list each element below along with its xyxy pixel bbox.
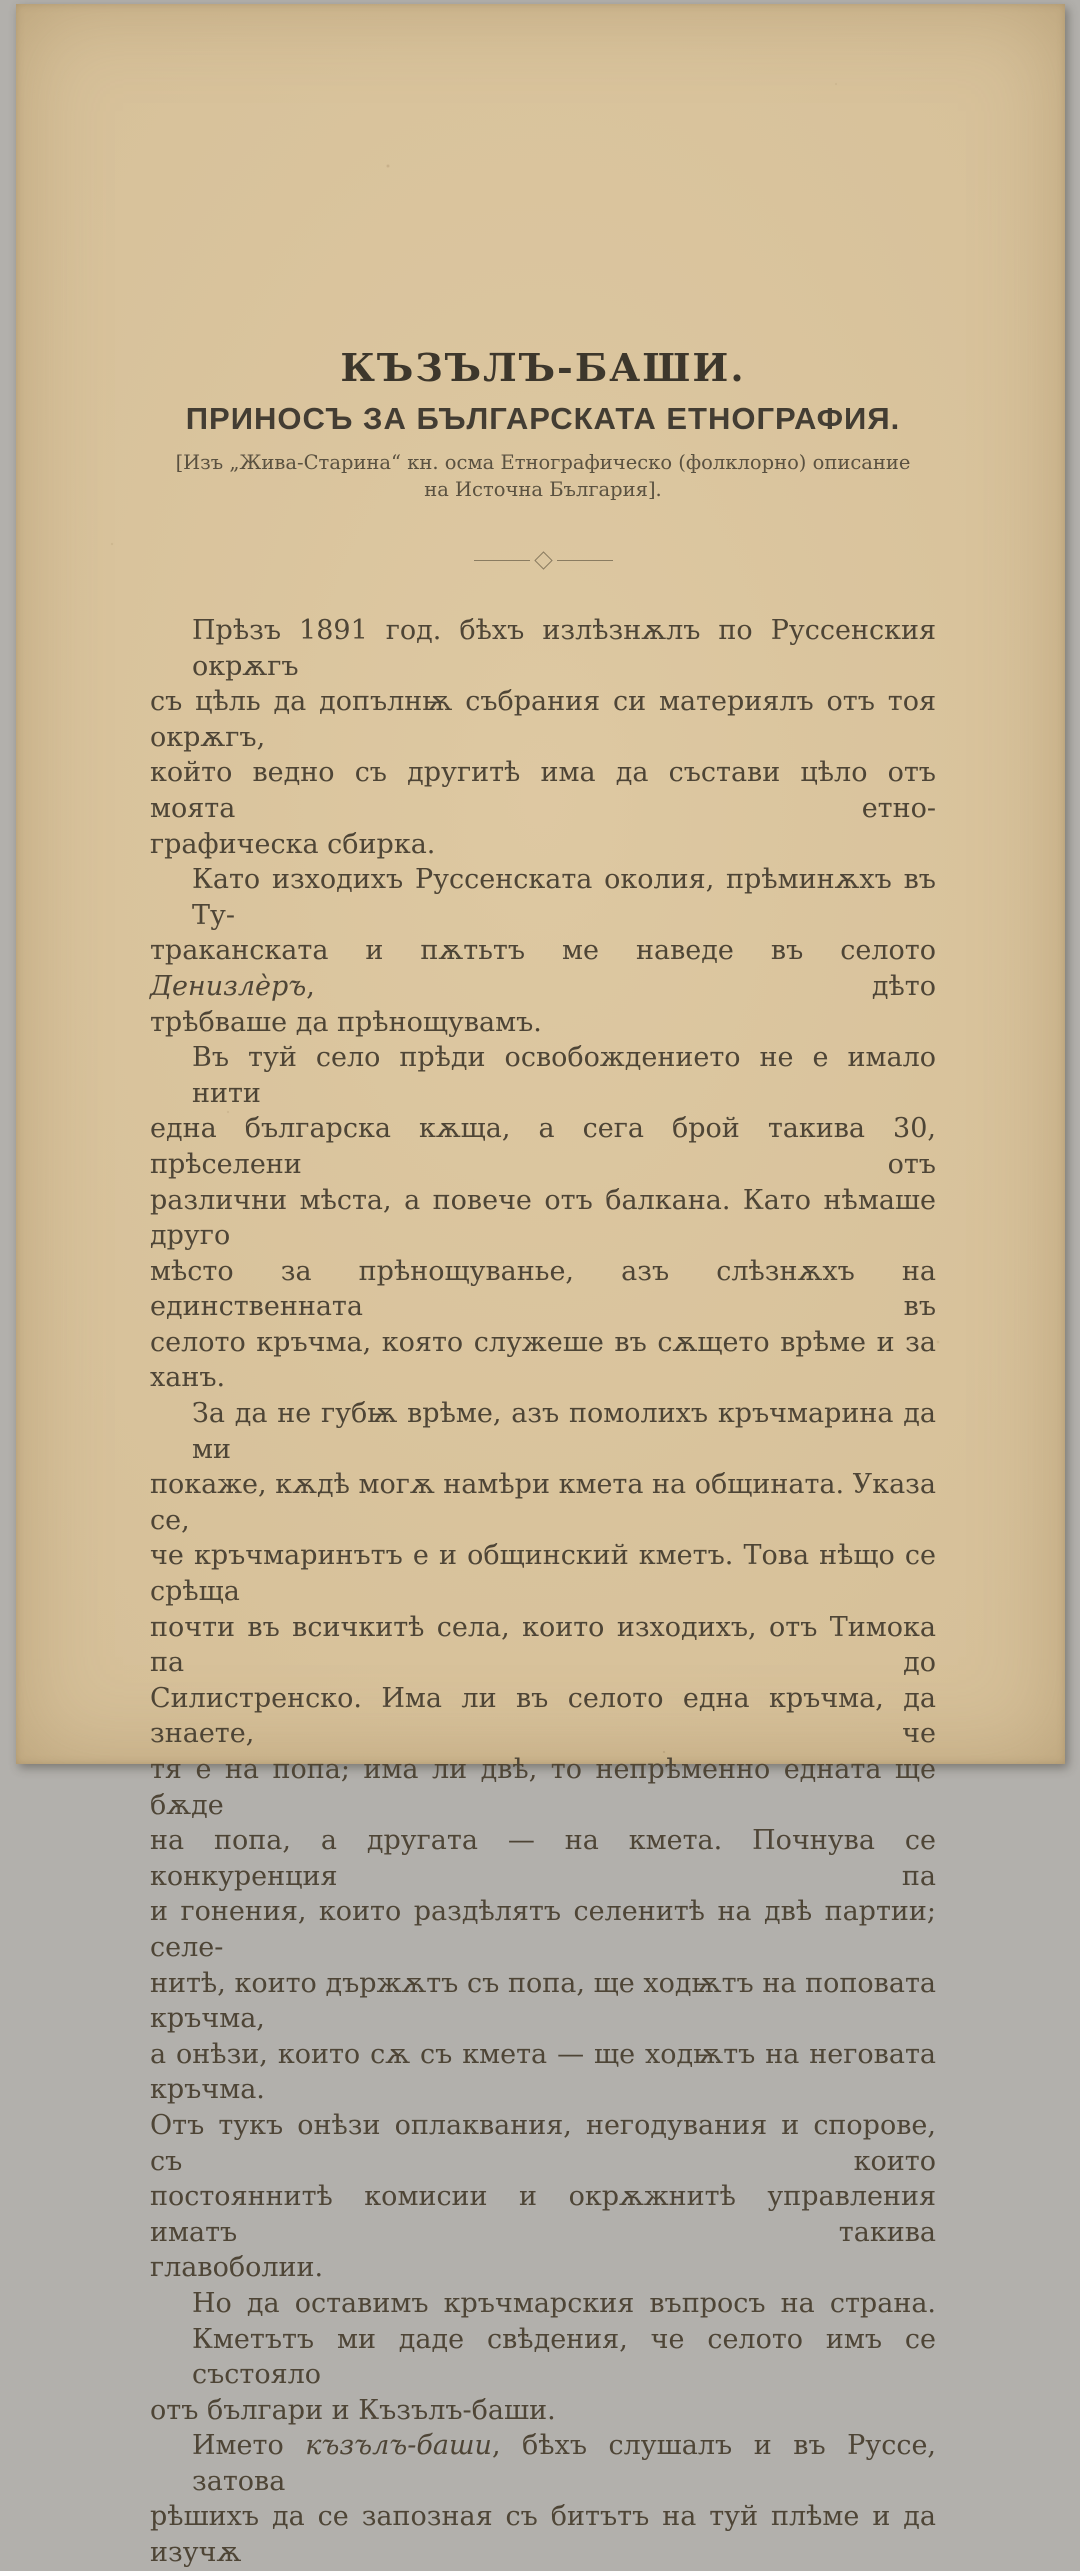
body-line [150, 1823, 936, 1894]
body-line-text: тя е на попа; има ли двѣ, то непрѣменно едната ще бѫде [150, 1754, 936, 1821]
body-line-text: графическа сбирка. [150, 828, 436, 860]
divider-diamond-icon [534, 551, 552, 569]
body-line [150, 2393, 936, 2429]
body-line-text: който ведно съ другитѣ има да състави цѣло отъ моята етно- [150, 757, 936, 824]
body-line-text: а онѣзи, които сѫ съ кмета — ще ходѭтъ на неговата кръчма. [150, 2038, 936, 2106]
body-line [150, 755, 936, 826]
body-line [150, 933, 936, 1004]
divider-line-right [557, 560, 613, 561]
body-line [150, 684, 936, 755]
body-line-text: на попа, а другата — на кмета. Почнува се конкуренция па [150, 1825, 936, 1892]
body-line-text: Отъ тукъ онѣзи оплаквания, негодувания и спорове, съ които [150, 2109, 936, 2177]
body-line [150, 1681, 936, 1752]
page-title: КЪЗЪЛЪ-БАШИ. [340, 345, 746, 390]
body-line [150, 1610, 936, 1681]
body-line-text: селото кръчма, която служеше въ сѫщето врѣме и за ханъ. [150, 1326, 936, 1394]
body-line-text: почти въ всичкитѣ села, които изходихъ, отъ Тимока па до [150, 1611, 936, 1679]
body-text [150, 613, 936, 2571]
body-line-text: различни мѣста, а повече отъ балкана. Като нѣмаше друго [150, 1184, 936, 1252]
scanned-page [16, 4, 1065, 2569]
body-line-text: Прѣзъ 1891 год. бѣхъ излѣзнѫлъ по Руссенския окрѫгъ [192, 615, 936, 682]
body-line-text: Кметътъ ми даде свѣдения, че селото имъ се състояло [192, 2323, 936, 2391]
body-line-text: нитѣ, които държѫтъ съ попа, ще ходѭтъ на поповата кръчма, [150, 1967, 936, 2035]
body-line-text: отъ българи и Къзълъ-баши. [150, 2394, 556, 2426]
body-line-text: Но да оставимъ кръчмарския въпросъ на страна. [192, 2287, 936, 2319]
body-line [150, 1005, 936, 1041]
body-line [150, 862, 936, 933]
body-line [150, 2037, 936, 2108]
body-line-text: , бѣхъ слушалъ и въ Руссе, затова [192, 2430, 936, 2497]
divider-line-left [474, 560, 530, 561]
body-line [150, 2499, 936, 2570]
body-line [150, 2108, 936, 2179]
body-line [150, 1183, 936, 1254]
body-line [150, 1111, 936, 1182]
page-content [150, 4, 936, 2571]
body-line-text: , дѣто [306, 970, 936, 1002]
body-line-text: постояннитѣ комисии и окрѫжнитѣ управления иматъ такива [150, 2181, 936, 2248]
body-line [150, 827, 936, 863]
body-line-text: траканската и пѫтьтъ ме наведе въ селото [150, 935, 936, 967]
body-line [150, 1894, 936, 1965]
body-line-text: и гонения, които раздѣлятъ селенитѣ на двѣ партии; селе- [150, 1896, 936, 1963]
body-line [150, 1040, 936, 1111]
page-subtitle: ПРИНОСЪ ЗА БЪЛГАРСКАТА ЕТНОГРАФИЯ. [185, 401, 901, 436]
body-line [150, 2286, 936, 2322]
section-divider [150, 553, 936, 567]
body-line-text: една българска кѫща, а сега брой такива 30, прѣселени отъ [150, 1113, 936, 1180]
body-line-text: рѣшихъ да се запозная съ битътъ на туй плѣме и да изучѫ [150, 2501, 936, 2569]
source-note-line2: на Источна България]. [424, 478, 662, 501]
body-line-text: покаже, кѫдѣ могѫ намѣри кмета на общината. Указа се, [150, 1469, 936, 1536]
body-line [150, 2428, 936, 2499]
source-note-line1: [Изъ „Жива-Старина“ кн. осма Етнографическо (фолклорно) описание [175, 451, 911, 474]
body-line [150, 1538, 936, 1609]
body-italic-term: Денизлѐръ [150, 970, 307, 1002]
source-note [150, 449, 936, 503]
body-line [150, 1467, 936, 1538]
body-line-text: Въ туй село прѣди освобождението не е имало нити [192, 1042, 936, 1109]
body-line [150, 2250, 936, 2286]
body-line-text: Силистренско. Има ли въ селото една кръчма, да знаете, че [150, 1682, 936, 1750]
body-line [150, 1254, 936, 1325]
body-line [150, 2179, 936, 2250]
body-line-text: мѣсто за прѣнощуванье, азъ слѣзнѫхъ на единственната въ [150, 1255, 936, 1323]
body-italic-term: къзълъ-баши [305, 2430, 492, 2462]
body-line [150, 2322, 936, 2393]
body-line-text: трѣбваше да прѣнощувамъ. [150, 1006, 542, 1038]
body-line [150, 1325, 936, 1396]
body-line [150, 1396, 936, 1467]
body-line-text: съ цѣль да допълнѭ събрания си материялъ отъ тоя окрѫгъ, [150, 686, 936, 753]
body-line-text: За да не губѭ врѣме, азъ помолихъ кръчмарина да ми [192, 1398, 936, 1465]
body-line-text: че кръчмаринътъ е и общинский кметъ. Това нѣщо се срѣща [150, 1540, 936, 1608]
body-line-text: главоболии. [150, 2252, 324, 2284]
body-line [150, 1966, 936, 2037]
body-line [150, 613, 936, 684]
body-line-text: Като изходихъ Руссенската околия, прѣминѫхъ въ Ту- [192, 864, 936, 931]
body-line-text: Името [192, 2430, 306, 2462]
